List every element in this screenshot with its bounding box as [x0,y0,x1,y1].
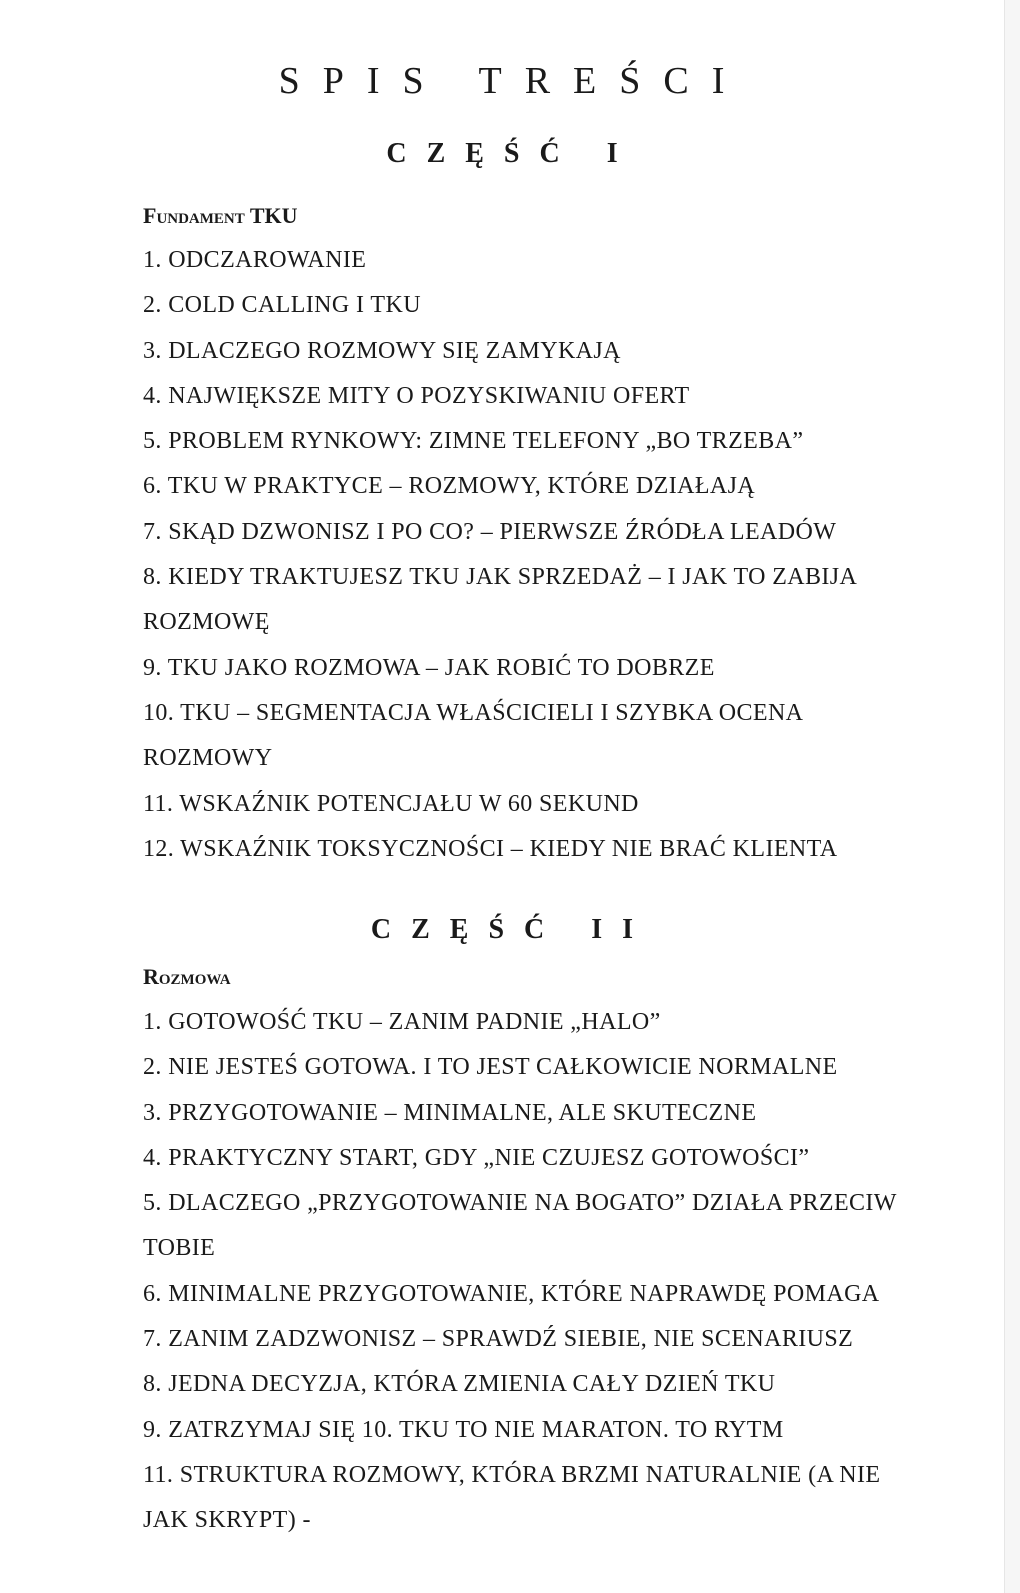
toc-entry[interactable]: 11. STRUKTURA ROZMOWY, KTÓRA BRZMI NATURALNIE (A NIE JAK SKRYPT) - [143,1461,881,1534]
part-2-section-title: Rozmowa [143,964,231,989]
toc-entry[interactable]: 7. ZANIM ZADZWONISZ – SPRAWDŹ SIEBIE, NIE SCENARIUSZ [143,1326,854,1353]
toc-entry[interactable]: 12. WSKAŹNIK TOKSYCZNOŚCI – KIEDY NIE BRAĆ KLIENTA [143,835,838,862]
toc-entry[interactable]: 9. TKU JAKO ROZMOWA – JAK ROBIĆ TO DOBRZE [143,654,715,681]
toc-entry[interactable]: 8. JEDNA DECYZJA, KTÓRA ZMIENIA CAŁY DZIEŃ TKU [143,1371,776,1398]
toc-entry[interactable]: 2. NIE JESTEŚ GOTOWA. I TO JEST CAŁKOWICIE NORMALNE [143,1054,838,1081]
toc-entry[interactable]: 10. TKU – SEGMENTACJA WŁAŚCICIELI I SZYBKA OCENA ROZMOWY [143,699,803,772]
page-edge [1005,0,1020,1593]
toc-entry[interactable]: 11. WSKAŹNIK POTENCJAŁU W 60 SEKUND [143,790,639,817]
toc-entry[interactable]: 2. COLD CALLING I TKU [143,292,421,319]
toc-entry[interactable]: 4. NAJWIĘKSZE MITY O POZYSKIWANIU OFERT [143,382,690,409]
toc-entry[interactable]: 5. PROBLEM RYNKOWY: ZIMNE TELEFONY „BO TRZEBA” [143,428,804,455]
part-1-section-title: Fundament TKU [143,203,298,228]
part-2-toc-list [143,1000,913,1544]
page-title: SPIS TREŚCI [278,60,748,102]
part-1-toc-list [143,238,913,872]
toc-entry[interactable]: 1. GOTOWOŚĆ TKU – ZANIM PADNIE „HALO” [143,1009,661,1035]
toc-entry[interactable]: 6. MINIMALNE PRZYGOTOWANIE, KTÓRE NAPRAWDĘ POMAGA [143,1280,880,1307]
toc-entry[interactable]: 9. ZATRZYMAJ SIĘ 10. TKU TO NIE MARATON. TO RYTM [143,1416,784,1443]
toc-entry[interactable]: 7. SKĄD DZWONISZ I PO CO? – PIERWSZE ŹRÓDŁA LEADÓW [143,518,837,545]
toc-entry[interactable]: 1. ODCZAROWANIE [143,247,367,273]
toc-entry[interactable]: 5. DLACZEGO „PRZYGOTOWANIE NA BOGATO” DZIAŁA PRZECIW TOBIE [143,1190,897,1262]
toc-entry[interactable]: 3. PRZYGOTOWANIE – MINIMALNE, ALE SKUTECZNE [143,1099,757,1126]
part-2-heading: CZĘŚĆ II [370,914,654,945]
toc-entry[interactable]: 8. KIEDY TRAKTUJESZ TKU JAK SPRZEDAŻ – I JAK TO ZABIJA ROZMOWĘ [143,564,856,636]
part-1-heading: CZĘŚĆ I [386,138,638,169]
toc-entry[interactable]: 6. TKU W PRAKTYCE – ROZMOWY, KTÓRE DZIAŁAJĄ [143,473,756,500]
toc-entry[interactable]: 3. DLACZEGO ROZMOWY SIĘ ZAMYKAJĄ [143,337,621,364]
toc-entry[interactable]: 4. PRAKTYCZNY START, GDY „NIE CZUJESZ GOTOWOŚCI” [143,1144,810,1171]
